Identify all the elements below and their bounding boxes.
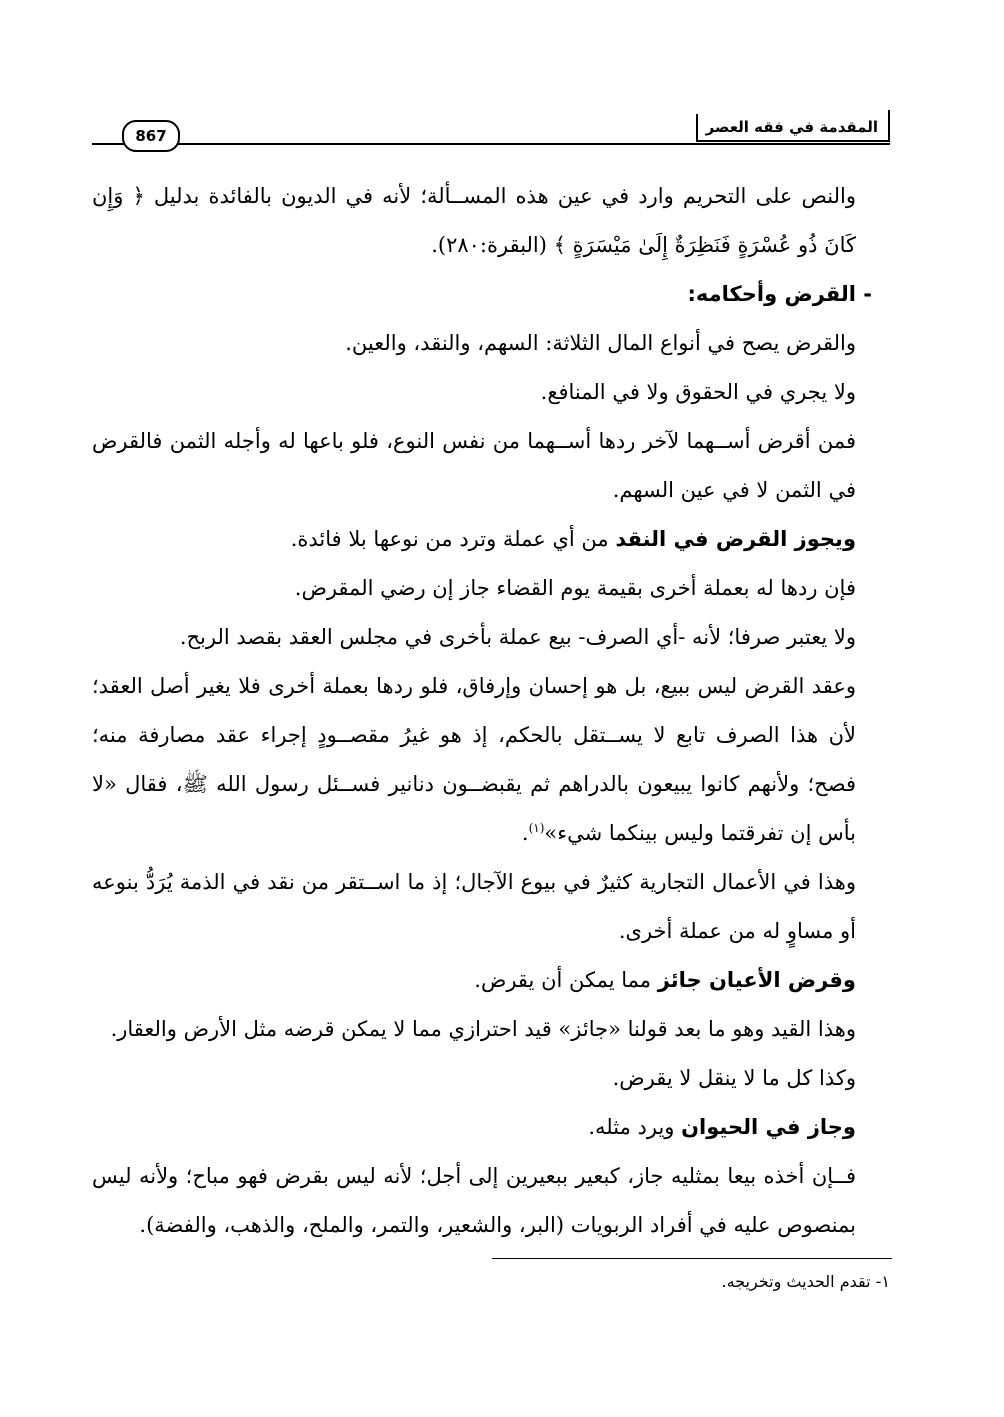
page-header	[92, 108, 890, 152]
footnote	[190, 1272, 890, 1291]
paragraph-8-text: وعقد القرض ليس ببيع، بل هو إحسان وإرفاق، فلو ردها بعملة أخرى فلا يغير أصل العقد؛ لأن هذا الصرف تابع لا يســتقل بالحكم، إذ هو غيرُ مقصــودٍ إجراء عقد مصارفة منه؛ فصح؛ ولأنهم كانوا يبيعون بالدراهم ثم يقبضــون دنانير فســئل رسول الله ﷺ، فقال «لا بأس إن تفرقتما وليس بينكما شيء»	[92, 674, 856, 845]
paragraph-10-text: مما يمكن أن يقرض.	[474, 968, 658, 992]
paragraph-1-text: والنص على التحريم وارد في عين هذه المســألة؛ لأنه في الديون بالفائدة بدليل ﴿ وَإِن كَانَ ذُو عُسْرَةٍ فَنَظِرَةٌ إِلَىٰ مَيْسَرَةٍ ﴾ (البقرة:٢٨٠).	[92, 184, 856, 257]
paragraph-8	[92, 662, 890, 858]
paragraph-10	[92, 956, 890, 1005]
paragraph-2-text: والقرض يصح في أنواع المال الثلاثة: السهم، والنقد، والعين.	[345, 331, 856, 355]
footnote-text: ١- تقدم الحديث وتخريجه.	[721, 1272, 890, 1291]
paragraph-3-text: ولا يجري في الحقوق ولا في المنافع.	[540, 380, 856, 404]
running-title-text: المقدمة في فقه العصر	[705, 118, 878, 136]
paragraph-8-end: .	[521, 821, 529, 845]
paragraph-11	[92, 1005, 890, 1054]
footnote-marker[interactable]: (١)	[528, 821, 545, 835]
paragraph-6-text: فإن ردها له بعملة أخرى بقيمة يوم القضاء جاز إن رضي المقرض.	[294, 576, 856, 600]
header-rule	[92, 143, 890, 145]
paragraph-12	[92, 1054, 890, 1103]
paragraph-5	[92, 515, 890, 564]
paragraph-13-bold: وجاز في الحيوان	[681, 1115, 856, 1139]
section-heading	[92, 270, 890, 319]
paragraph-9	[92, 858, 890, 956]
paragraph-10-bold: وقرض الأعيان جائز	[657, 968, 856, 992]
paragraph-9-text: وهذا في الأعمال التجارية كثيرٌ في بيوع الآجال؛ إذ ما اســتقر من نقد في الذمة يُرَدُّ بنوعه أو مساوٍ له من عملة أخرى.	[92, 870, 856, 943]
paragraph-4	[92, 417, 890, 515]
paragraph-13-text: ويرد مثله.	[588, 1115, 682, 1139]
section-heading-text: - القرض وأحكامه:	[687, 282, 872, 306]
body-text	[92, 172, 890, 1250]
paragraph-3	[92, 368, 890, 417]
paragraph-12-text: وكذا كل ما لا ينقل لا يقرض.	[612, 1066, 856, 1090]
paragraph-7	[92, 613, 890, 662]
paragraph-2	[92, 319, 890, 368]
page-number-badge	[122, 120, 180, 152]
paragraph-5-text: من أي عملة وترد من نوعها بلا فائدة.	[290, 527, 616, 551]
paragraph-11-text: وهذا القيد وهو ما بعد قولنا «جائز» قيد احترازي مما لا يمكن قرضه مثل الأرض والعقار.	[110, 1017, 856, 1041]
page-number: 867	[135, 127, 167, 145]
running-title	[696, 114, 890, 142]
paragraph-13	[92, 1103, 890, 1152]
paragraph-6	[92, 564, 890, 613]
paragraph-14-text: فــإن أخذه بيعا بمثليه جاز، كبعير ببعيرين إلى أجل؛ لأنه ليس بقرض فهو مباح؛ ولأنه ليس بمنصوص عليه في أفراد الربويات (البر، والشعير، والتمر، والملح، والذهب، والفضة).	[92, 1164, 856, 1237]
paragraph-5-bold: ويجوز القرض في النقد	[615, 527, 856, 551]
paragraph-7-text: ولا يعتبر صرفا؛ لأنه -أي الصرف- بيع عملة بأخرى في مجلس العقد بقصد الربح.	[179, 625, 856, 649]
footnote-separator	[492, 1258, 892, 1259]
paragraph-1	[92, 172, 890, 270]
paragraph-4-text: فمن أقرض أســهما لآخر ردها أســهما من نفس النوع، فلو باعها له وأجله الثمن فالقرض في الثمن لا في عين السهم.	[92, 429, 856, 502]
paragraph-14	[92, 1152, 890, 1250]
